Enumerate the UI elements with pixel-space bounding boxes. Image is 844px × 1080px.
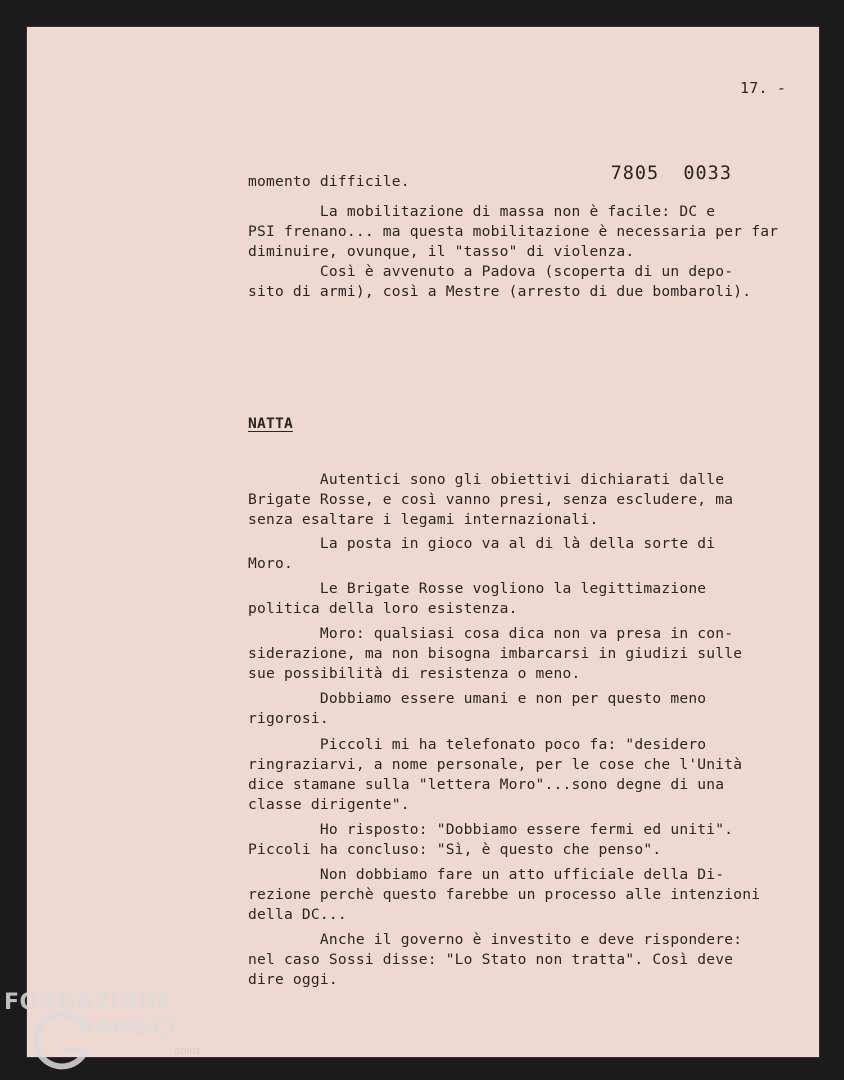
paragraph: Autentici sono gli obiettivi dichiarati dalle Brigate Rosse, e così vanno presi, senza escludere, ma senza esaltare i legami internazionali. bbox=[248, 471, 734, 528]
document-number-part-2: 0033 bbox=[683, 163, 732, 184]
watermark-line-2: RAMSCI bbox=[78, 1016, 178, 1041]
paragraph: Anche il governo è investito e deve rispondere: nel caso Sossi disse: "Lo Stato non tratta". Così deve dire oggi. bbox=[248, 931, 743, 988]
paragraph: momento difficile. bbox=[248, 173, 410, 190]
paragraph: Le Brigate Rosse vogliono la legittimazione politica della loro esistenza. bbox=[248, 580, 707, 617]
document-page bbox=[26, 26, 820, 1058]
watermark-logo bbox=[4, 990, 214, 1070]
paragraph: Così è avvenuto a Padova (scoperta di un depo- sito di armi), così a Mestre (arresto di due bombaroli). bbox=[248, 263, 752, 300]
watermark-line-1: FONDAZIONE bbox=[4, 990, 173, 1015]
paragraph: Dobbiamo essere umani e non per questo meno rigorosi. bbox=[248, 690, 707, 727]
document-number-part-1: 7805 bbox=[610, 163, 660, 184]
paragraph: La mobilitazione di massa non è facile: DC e PSI frenano... ma questa mobilitazione è necessaria per far diminuire, ovunque, il "tasso" di violenza. bbox=[248, 203, 779, 260]
paragraph: Non dobbiamo fare un atto ufficiale della Di- rezione perchè questo farebbe un processo alle intenzioni della DC... bbox=[248, 866, 761, 923]
paragraph: Moro: qualsiasi cosa dica non va presa in con- siderazione, ma non bisogna imbarcarsi in giudizi sulle sue possibilità di resistenza o meno. bbox=[248, 625, 743, 682]
document-number bbox=[562, 144, 732, 204]
watermark-suffix: onlus bbox=[174, 1046, 201, 1057]
section-heading: NATTA bbox=[248, 415, 293, 432]
paragraph: Ho risposto: "Dobbiamo essere fermi ed uniti". Piccoli ha concluso: "Sì, è questo che penso". bbox=[248, 821, 734, 858]
paragraph: Piccoli mi ha telefonato poco fa: "desidero ringraziarvi, a nome personale, per le cose che l'Unità dice stamane sulla "lettera Moro"...sono degne di una classe dirigente". bbox=[248, 736, 743, 813]
paragraph: La posta in gioco va al di là della sorte di Moro. bbox=[248, 535, 716, 572]
page-number: 17. - bbox=[740, 79, 787, 97]
